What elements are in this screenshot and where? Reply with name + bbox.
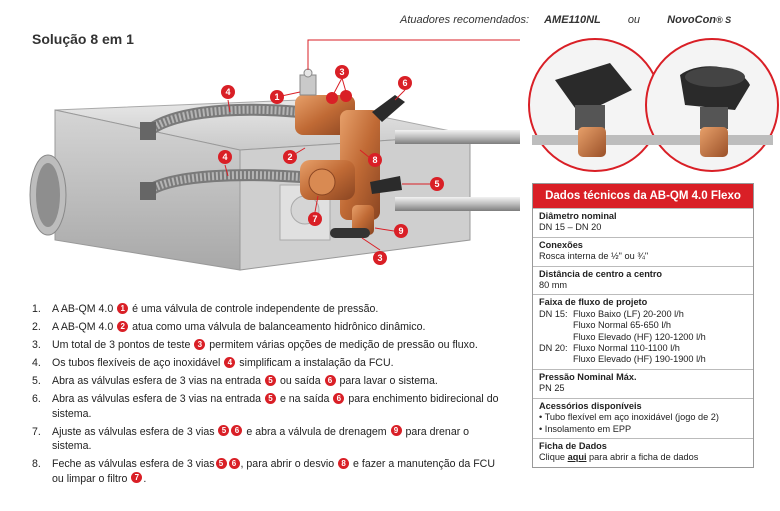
step-text: A AB-QM 4.0 xyxy=(52,303,117,315)
callout-badge: 4 xyxy=(224,357,235,368)
step-number: 2. xyxy=(32,321,41,333)
step-text: e fazer a manutenção da FCU ou limpar o filtro xyxy=(52,458,495,485)
svg-text:2: 2 xyxy=(287,152,293,162)
spec-value: PN 25 xyxy=(539,383,565,394)
accessory-item: • Insolamento em EPP xyxy=(539,423,632,434)
spec-value: Rosca interna de ½" ou ¾" xyxy=(539,251,649,262)
spec-heading: Pressão Nominal Máx. xyxy=(539,371,637,382)
callout-badge: 6 xyxy=(231,425,242,436)
callout-4-top xyxy=(221,85,235,99)
step-text: Abra as válvulas esfera de 3 vias na entrada xyxy=(52,393,264,405)
panel-header: Dados técnicos da AB-QM 4.0 Flexo xyxy=(533,184,753,208)
step-item xyxy=(32,457,507,486)
step-text: é uma válvula de controle independente de pressão. xyxy=(129,303,379,315)
svg-text:9: 9 xyxy=(398,226,404,236)
callout-badge: 6 xyxy=(325,375,336,386)
svg-text:4: 4 xyxy=(225,87,231,97)
callout-badge: 5 xyxy=(218,425,229,436)
step-text: . xyxy=(143,472,147,485)
actuators-label: Atuadores recomendados: xyxy=(400,14,530,26)
callout-badge: 7 xyxy=(131,472,142,483)
technical-data-panel xyxy=(532,183,754,468)
callout-8 xyxy=(368,153,382,167)
step-item xyxy=(32,392,507,421)
spec-heading: Ficha de Dados xyxy=(539,440,607,451)
spec-ficha xyxy=(533,438,753,467)
callout-badge: 5 xyxy=(265,393,276,404)
callout-6 xyxy=(398,76,412,90)
fcu-valve-illustration xyxy=(0,0,520,290)
callout-badge: 1 xyxy=(117,303,128,314)
callout-5 xyxy=(430,177,444,191)
callout-2 xyxy=(283,150,297,164)
step-text: e na saída xyxy=(277,393,333,405)
step-text: Feche as válvulas esfera de 3 vias xyxy=(52,458,215,470)
callout-3-bottom xyxy=(373,251,387,265)
spec-diametro xyxy=(533,208,753,237)
spec-heading: Faixa de fluxo de projeto xyxy=(539,297,648,308)
step-text: Os tubos flexíveis de aço inoxidável xyxy=(52,357,224,369)
page-title: Solução 8 em 1 xyxy=(32,31,134,47)
ame110nl-photo xyxy=(529,39,661,171)
step-number: 1. xyxy=(32,303,41,315)
step-item xyxy=(32,338,507,353)
svg-text:5: 5 xyxy=(434,179,440,189)
callout-badge: 3 xyxy=(194,339,205,350)
flow-row: Fluxo Elevado (HF) 120-1200 l/h xyxy=(573,331,706,342)
callout-badge: 6 xyxy=(333,393,344,404)
spec-acessorios xyxy=(533,398,753,438)
spec-heading: Conexões xyxy=(539,239,583,250)
svg-text:4: 4 xyxy=(222,152,228,162)
step-number: 8. xyxy=(32,458,41,470)
callout-9 xyxy=(394,224,408,238)
callout-1 xyxy=(270,90,284,104)
datasheet-text: Clique aqui para abrir a ficha de dados xyxy=(539,452,699,463)
callout-badge: 6 xyxy=(229,458,240,469)
spec-fluxo xyxy=(533,294,753,368)
callout-badge: 8 xyxy=(338,458,349,469)
actuator-model-2: NovoCon® S xyxy=(667,14,732,26)
svg-text:7: 7 xyxy=(312,214,318,224)
step-item xyxy=(32,374,507,389)
callout-badge: 5 xyxy=(216,458,227,469)
step-text: A AB-QM 4.0 xyxy=(52,321,117,333)
datasheet-link[interactable]: aqui xyxy=(567,452,587,463)
spec-pressao xyxy=(533,369,753,398)
flow-row: DN 15: Fluxo Baixo (LF) 20-200 l/h xyxy=(539,308,684,319)
spec-distancia xyxy=(533,266,753,295)
step-text: atua como uma válvula de balanceamento hidrônico dinâmico. xyxy=(129,321,426,333)
feature-steps-list xyxy=(32,302,507,490)
actuator-photos xyxy=(520,35,780,175)
step-text: Ajuste as válvulas esfera de 3 vias xyxy=(52,425,218,438)
step-text: e abra a válvula de drenagem xyxy=(243,425,390,438)
step-text: ou saída xyxy=(277,375,324,387)
spec-value: DN 15 – DN 20 xyxy=(539,222,602,233)
actuators-or: ou xyxy=(627,14,641,26)
spec-heading: Distância de centro a centro xyxy=(539,268,663,279)
spec-conexoes xyxy=(533,237,753,266)
step-number: 3. xyxy=(32,339,41,351)
step-text: Um total de 3 pontos de teste xyxy=(52,339,194,351)
spec-value: 80 mm xyxy=(539,280,568,291)
step-number: 6. xyxy=(32,393,41,405)
step-text: , para abrir o desvio xyxy=(240,458,338,470)
callout-badge: 2 xyxy=(117,321,128,332)
step-text: Abra as válvulas esfera de 3 vias na entrada xyxy=(52,375,264,387)
step-text: permitem várias opções de medição de pressão ou fluxo. xyxy=(206,339,478,351)
step-number: 7. xyxy=(32,425,41,438)
step-item xyxy=(32,320,507,335)
step-item xyxy=(32,356,507,371)
novocon-s-photo xyxy=(646,39,778,171)
step-number: 4. xyxy=(32,357,41,369)
callout-badge: 5 xyxy=(265,375,276,386)
spec-heading: Acessórios disponíveis xyxy=(539,400,642,411)
step-number: 5. xyxy=(32,375,41,387)
svg-text:3: 3 xyxy=(377,253,383,263)
flow-row: Fluxo Normal 65-650 l/h xyxy=(573,320,672,331)
svg-text:6: 6 xyxy=(402,78,408,88)
step-item xyxy=(32,302,507,317)
svg-text:8: 8 xyxy=(372,155,378,165)
step-text: para lavar o sistema. xyxy=(336,375,438,387)
callout-3-top xyxy=(335,65,349,79)
flow-row: DN 20: Fluxo Normal 110-1100 l/h xyxy=(539,343,680,354)
accessory-item: • Tubo flexível em aço inoxidável (jogo de 2) xyxy=(539,412,719,423)
flow-row: Fluxo Elevado (HF) 190-1900 l/h xyxy=(573,354,706,365)
callout-badge: 9 xyxy=(391,425,402,436)
spec-heading: Diâmetro nominal xyxy=(539,211,617,221)
callout-7 xyxy=(308,212,322,226)
step-text: simplificam a instalação da FCU. xyxy=(236,357,394,369)
step-text: para drenar o sistema. xyxy=(52,425,470,452)
step-text: para enchimento bidirecional do sistema. xyxy=(52,393,499,420)
step-item xyxy=(32,425,507,454)
callout-4-bottom xyxy=(218,150,232,164)
svg-text:1: 1 xyxy=(274,92,280,102)
actuator-model-1: AME110NL xyxy=(544,14,601,26)
svg-text:3: 3 xyxy=(339,67,345,77)
